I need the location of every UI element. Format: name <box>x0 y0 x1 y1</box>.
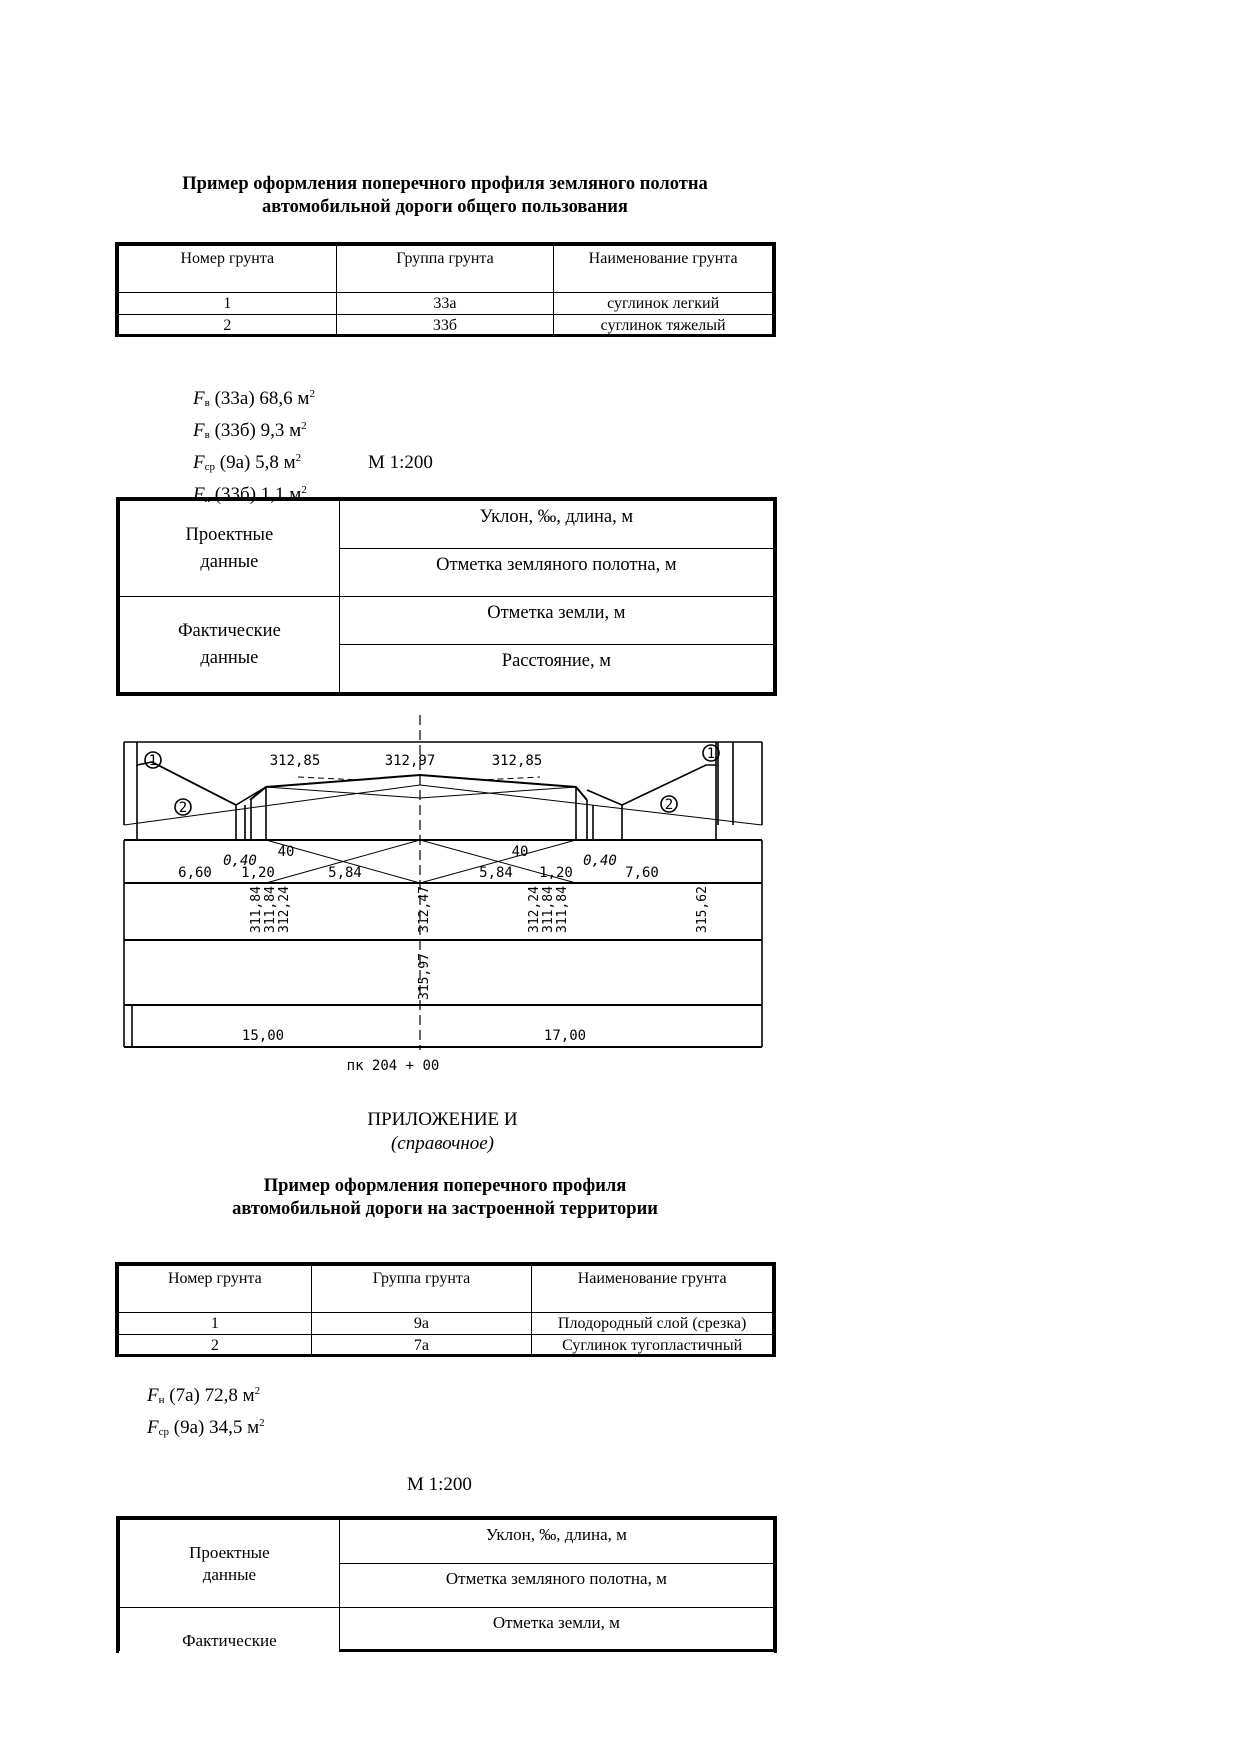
table-cell: Плодородный слой (срезка) <box>532 1313 773 1335</box>
section1-title <box>115 173 775 219</box>
slope-label: 40 <box>511 844 529 860</box>
ground-elevation-row: Отметка земли, м <box>339 597 773 645</box>
elevation-label: 311,84 <box>263 886 278 933</box>
soil-header-number: Номер грунта <box>119 1266 312 1313</box>
subgrade-elevation-row: Отметка земляного полотна, м <box>339 549 773 597</box>
soil-table-2 <box>115 1262 776 1357</box>
length-label: 0,40 <box>583 853 617 869</box>
profile-data-table-2 <box>116 1516 777 1653</box>
scale-label-2: М 1:200 <box>407 1474 472 1495</box>
slope-label: 40 <box>277 844 295 860</box>
table-cell: 1 <box>119 1313 312 1335</box>
elevation-label: 315,62 <box>695 886 710 933</box>
table-cell: 1 <box>119 293 337 315</box>
length-label: 5,84 <box>479 865 513 881</box>
length-label: 5,84 <box>328 865 362 881</box>
design-data-label: Проектные данные <box>120 1520 340 1608</box>
table-cell: 2 <box>119 1335 312 1357</box>
length-label: 6,60 <box>178 865 212 881</box>
soil-table-1 <box>115 242 776 337</box>
section2-title-line1: Пример оформления поперечного профиля <box>263 1176 627 1196</box>
top-mark: 312,97 <box>384 753 436 769</box>
table-cell: 33а <box>336 293 554 315</box>
actual-data-label: Фактические <box>120 1608 340 1651</box>
elevation-label: 312,24 <box>527 886 542 933</box>
table-cell: 7а <box>311 1335 532 1357</box>
actual-data-label: Фактические данные <box>120 597 340 693</box>
distance-label: 15,00 <box>241 1028 285 1044</box>
circle-label: 2 <box>664 797 674 813</box>
profile-data-table-1 <box>116 497 777 696</box>
formula-line: $F_{ср}$ (9а) 5,8 $м^2$ <box>193 452 302 473</box>
ground-mark-label: 315,97 <box>417 953 432 1000</box>
soil-header-group: Группа грунта <box>311 1266 532 1313</box>
distance-row: Расстояние, м <box>339 645 773 693</box>
length-label: 1,20 <box>241 865 275 881</box>
cross-section-drawing <box>110 705 770 1075</box>
length-label: 1,20 <box>539 865 573 881</box>
table-cell: суглинок легкий <box>554 293 773 315</box>
distance-label: 17,00 <box>543 1028 587 1044</box>
table-cell: 2 <box>119 315 337 337</box>
section2-title-line2: автомобильной дороги на застроенной территории <box>232 1199 658 1219</box>
soil-header-number: Номер грунта <box>119 246 337 293</box>
slope-length-row: Уклон, ‰, длина, м <box>339 1520 773 1564</box>
formula-line: $F_{ср}$ (9а) 34,5 $м^2$ <box>147 1417 265 1438</box>
section2-title <box>115 1175 775 1221</box>
circle-label: 1 <box>148 753 158 769</box>
formula-line: $F_н$ (7а) 72,8 $м^2$ <box>147 1385 261 1406</box>
soil-header-name: Наименование грунта <box>554 246 773 293</box>
formula-line: $F_в$ (33б) 9,3 $м^2$ <box>193 420 307 441</box>
formula-list-2 <box>147 1380 265 1444</box>
top-mark: 312,85 <box>269 753 321 769</box>
picket-label: пк 204 + 00 <box>346 1058 440 1074</box>
scale-label-1: М 1:200 <box>368 452 433 473</box>
section1-title-line1: Пример оформления поперечного профиля земляного полотна <box>182 174 708 194</box>
formula-list-1 <box>193 383 315 511</box>
circle-label: 1 <box>706 746 716 762</box>
circle-label: 2 <box>178 800 188 816</box>
soil-header-group: Группа грунта <box>336 246 554 293</box>
length-label: 7,60 <box>625 865 659 881</box>
length-label: 0,40 <box>223 853 257 869</box>
elevation-label: 312,24 <box>277 886 292 933</box>
section1-title-line2: автомобильной дороги общего пользования <box>262 197 628 217</box>
table-cell: 9а <box>311 1313 532 1335</box>
top-mark: 312,85 <box>491 753 543 769</box>
slope-length-row: Уклон, ‰, длина, м <box>339 501 773 549</box>
table-cell: суглинок тяжелый <box>554 315 773 337</box>
table-cell: Суглинок тугопластичный <box>532 1335 773 1357</box>
appendix-title: ПРИЛОЖЕНИЕ И <box>367 1109 518 1130</box>
appendix-heading <box>115 1108 770 1156</box>
formula-line: $F_к$ (33б) 1,1 $м^2$ <box>193 484 307 505</box>
formula-line: $F_в$ (33а) 68,6 $м^2$ <box>193 388 315 409</box>
subgrade-elevation-row: Отметка земляного полотна, м <box>339 1564 773 1608</box>
appendix-note: (справочное) <box>390 1133 494 1154</box>
design-data-label: Проектные данные <box>120 501 340 597</box>
elevation-label: 311,84 <box>249 886 264 933</box>
soil-header-name: Наименование грунта <box>532 1266 773 1313</box>
elevation-label: 311,84 <box>541 886 556 933</box>
elevation-label: 312,47 <box>417 886 432 933</box>
table-cell: 33б <box>336 315 554 337</box>
ground-elevation-row: Отметка земли, м <box>339 1608 773 1651</box>
elevation-label: 311,84 <box>555 886 570 933</box>
